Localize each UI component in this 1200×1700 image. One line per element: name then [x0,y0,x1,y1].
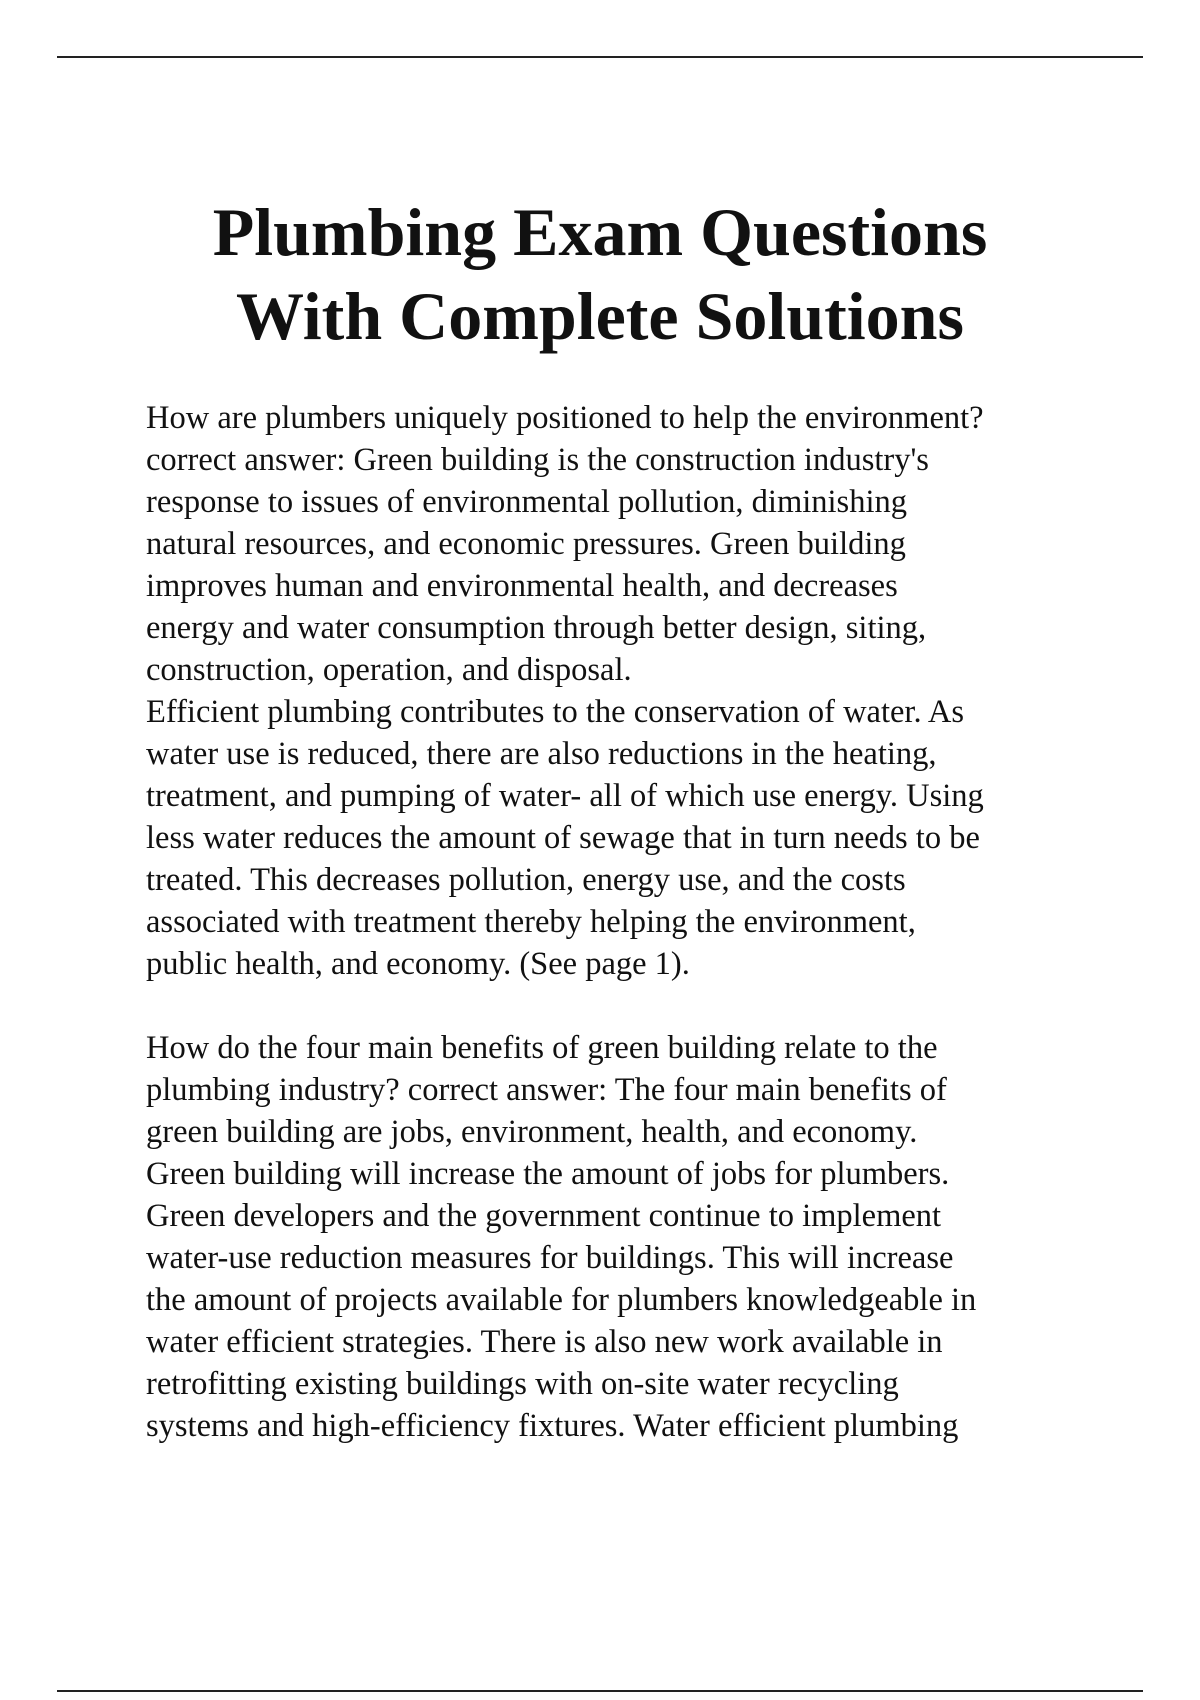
text-line: treated. This decreases pollution, energy use, and the costs [146,862,906,898]
text-line: water use is reduced, there are also reductions in the heating, [146,736,937,772]
text-line: construction, operation, and disposal. [146,652,632,688]
text-line: systems and high-efficiency fixtures. Water efficient plumbing [146,1408,959,1444]
text-line: How do the four main benefits of green building relate to the [146,1030,938,1066]
top-divider [57,56,1143,58]
text-line: associated with treatment thereby helping the environment, [146,904,916,940]
paragraph-spacer [146,985,1096,1027]
page-title [0,190,1200,358]
text-line: plumbing industry? correct answer: The four main benefits of [146,1072,947,1108]
text-line: improves human and environmental health, and decreases [146,568,898,604]
answer-paragraph-1 [146,397,1096,691]
text-line: correct answer: Green building is the construction industry's [146,442,929,478]
text-line: treatment, and pumping of water- all of which use energy. Using [146,778,984,814]
document-body [146,397,1096,1447]
text-line: response to issues of environmental pollution, diminishing [146,484,907,520]
text-line: water-use reduction measures for buildings. This will increase [146,1240,954,1276]
text-line: How are plumbers uniquely positioned to help the environment? [146,400,984,436]
text-line: Green developers and the government continue to implement [146,1198,942,1234]
title-line: Plumbing Exam Questions [212,194,988,270]
text-line: public health, and economy. (See page 1). [146,946,690,982]
text-line: Efficient plumbing contributes to the conservation of water. As [146,694,965,730]
answer-paragraph-2 [146,691,1096,985]
answer-paragraph-3 [146,1027,1096,1447]
text-line: less water reduces the amount of sewage that in turn needs to be [146,820,980,856]
bottom-divider [57,1690,1143,1692]
text-line: retrofitting existing buildings with on-site water recycling [146,1366,899,1402]
text-line: Green building will increase the amount of jobs for plumbers. [146,1156,950,1192]
text-line: water efficient strategies. There is also new work available in [146,1324,943,1360]
text-line: green building are jobs, environment, health, and economy. [146,1114,918,1150]
text-line: the amount of projects available for plumbers knowledgeable in [146,1282,977,1318]
title-line: With Complete Solutions [236,278,964,354]
text-line: natural resources, and economic pressures. Green building [146,526,906,562]
text-line: energy and water consumption through better design, siting, [146,610,927,646]
